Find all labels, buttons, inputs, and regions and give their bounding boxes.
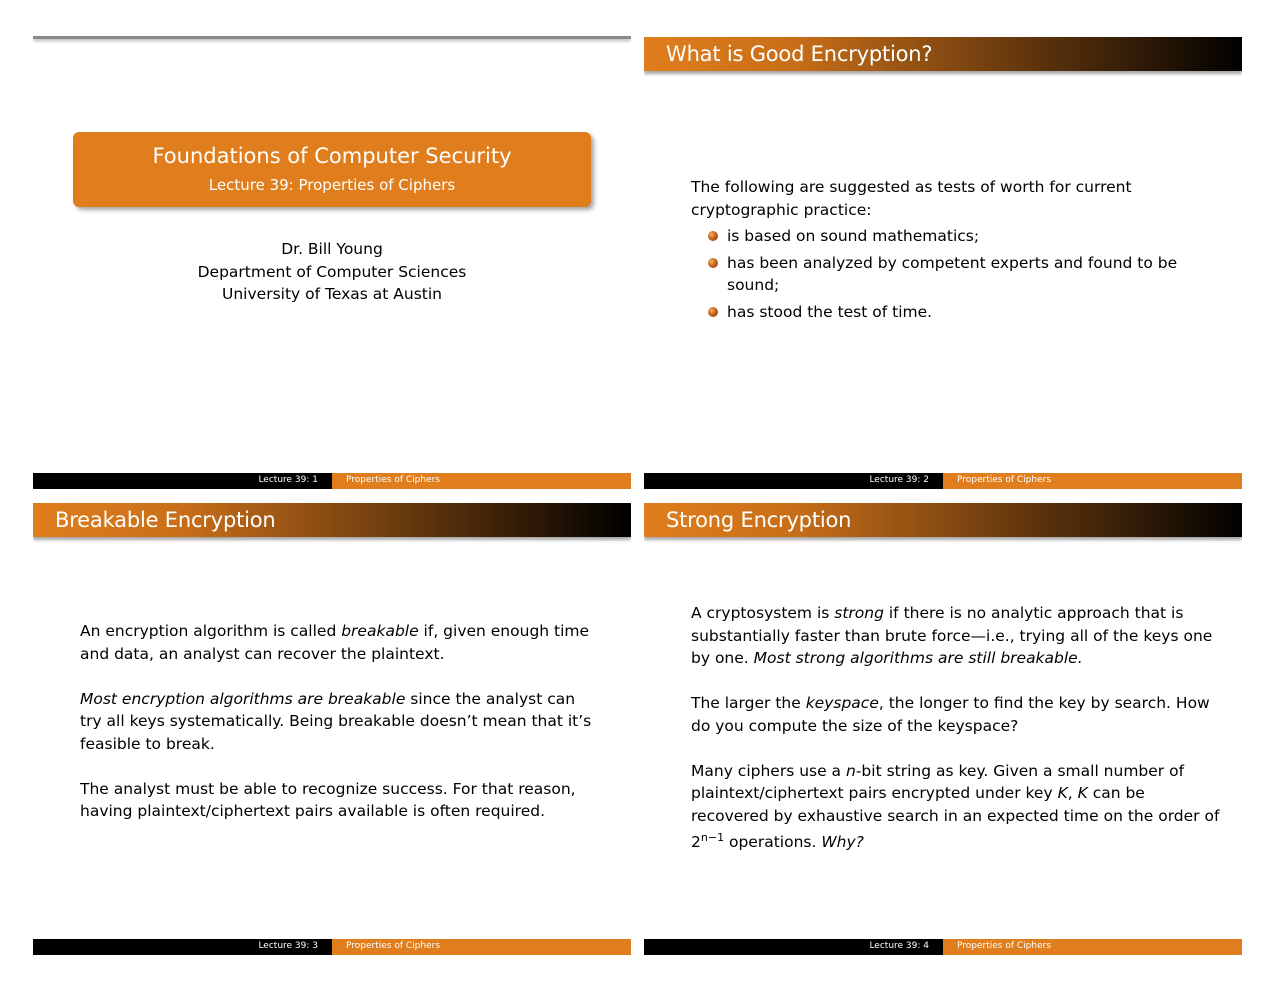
presentation-subtitle: Lecture 39: Properties of Ciphers [208,176,456,194]
footer-page: Lecture 39: 4 [869,941,929,951]
slide-footer [33,473,631,489]
footer-topic: Properties of Ciphers [346,941,441,951]
list-item: is based on sound mathematics; [691,225,1212,248]
slide-title: Strong Encryption [666,508,852,532]
presentation-title: Foundations of Computer Security [152,144,512,168]
slide-body [691,602,1226,876]
author-univ: University of Texas at Austin [222,285,442,303]
list-item: has been analyzed by competent experts and found to be sound; [691,252,1212,297]
slide-title: What is Good Encryption? [666,42,933,66]
author-name: Dr. Bill Young [281,240,383,258]
footer-page: Lecture 39: 2 [869,475,929,485]
slide-header-line [33,36,631,39]
slide-1 [33,36,631,489]
slide-4 [644,502,1242,955]
footer-page: Lecture 39: 1 [258,475,318,485]
title-box [73,132,591,207]
bullet-icon [708,231,718,241]
author-dept: Department of Computer Sciences [197,262,467,281]
slide-2 [644,36,1242,489]
intro-text: The following are suggested as tests of worth for current cryptographic practice: [691,178,1132,219]
paragraph-2: Most encryption algorithms are breakable since the analyst can try all keys systematically. Being breakable doesn’t mean that it’s feasible to break. [80,689,592,753]
slide-body [691,176,1212,323]
slide-3 [33,502,631,955]
paragraph-1: An encryption algorithm is called breakable if, given enough time and data, an analyst can recover the plaintext. [80,622,590,663]
footer-topic: Properties of Ciphers [957,475,1052,485]
slide-title-bar [644,503,1242,537]
slide-title: Breakable Encryption [55,508,276,532]
paragraph-3: The analyst must be able to recognize success. For that reason, having plaintext/ciphertext pairs available is often required. [80,779,576,820]
author-block [33,238,631,306]
footer-topic: Properties of Ciphers [346,475,441,485]
slide-title-bar [644,37,1242,71]
slide-body [80,620,601,845]
criteria-list [691,225,1212,323]
slide-title-bar [33,503,631,537]
paragraph-2: The larger the keyspace, the longer to find the key by search. How do you compute the size of the keyspace? [691,694,1210,735]
list-item: has stood the test of time. [691,301,1212,324]
footer-topic: Properties of Ciphers [957,941,1052,951]
bullet-icon [708,258,718,268]
slide-footer [33,939,631,955]
slide-footer [644,473,1242,489]
slide-footer [644,939,1242,955]
bullet-icon [708,307,718,317]
footer-page: Lecture 39: 3 [258,941,318,951]
paragraph-3: Many ciphers use a n-bit string as key. Given a small number of plaintext/ciphertext pairs encrypted under key K, K can be recovered by exhaustive search in an expected time on the order of $2^{n-1}$ operations. Why? [691,761,1220,852]
paragraph-1: A cryptosystem is strong if there is no analytic approach that is substantially faster than brute force—i.e., trying all of the keys one by one. Most strong algorithms are still breakable. [691,604,1213,667]
